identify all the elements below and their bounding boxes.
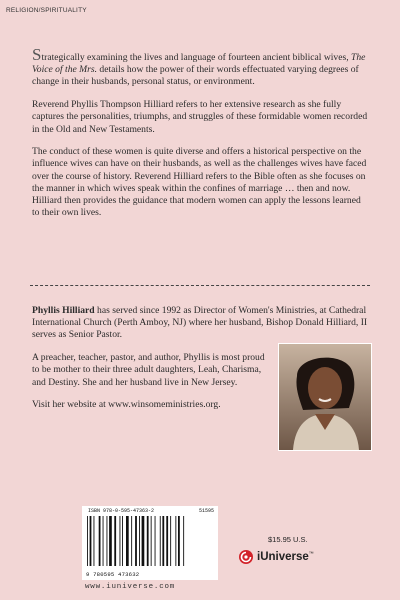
publisher-name-text: iUniverse [257,551,309,563]
author-name: Phyllis Hilliard [32,305,95,316]
category-label: RELIGION/SPIRITUALITY [6,7,87,14]
trademark-symbol: ™ [308,551,314,558]
bio-paragraph-1 [32,305,370,342]
dashed-divider [30,285,370,286]
book-title: The Voice of the Mrs. [32,52,366,76]
barcode-bars [87,516,213,566]
isbn-text: ISBN 978-0-595-47363-2 [88,508,155,514]
author-portrait-image [279,344,371,450]
barcode [82,506,218,580]
author-photo [278,343,372,451]
description-p1-end: details how the power of their words effectuated varying degrees of change in their husbands, personal status, or environment. [32,64,359,88]
publisher-name [257,551,314,563]
dropcap-letter: S [32,45,42,64]
retail-price: $15.95 U.S. [268,535,308,544]
description-paragraph-3: The conduct of these women is quite diverse and offers a historical perspective on the influence wives can have on their husbands, as well as the challenges wives have faced over the course of history. Reverend Hilliard refers to the Bible often as she focuses on the manner in which wives speak within the confines of marriage … then and now. Hilliard then provides the guidance that modern women can apply the lessons learned to their own lives. [32,146,367,219]
description-paragraph-1 [32,45,370,89]
description-p1-start: trategically examining the lives and language of fourteen ancient biblical wives, [41,52,352,63]
bio-paragraph-3: Visit her website at www.winsomeministries.org. [32,399,221,411]
description-paragraph-2: Reverend Phyllis Thompson Hilliard refers to her extensive research as she fully captures the personalities, triumphs, and struggles of these formidable women recorded in the Old and New Testaments. [32,99,368,135]
book-description [32,45,370,230]
iuniverse-swirl-icon [238,549,254,565]
bio-p1-rest: has served since 1992 as Director of Women's Ministries, at Cathedral International Church (Perth Amboy, NJ) where her husband, Bishop Donald Hilliard, II serves as Senior Pastor. [32,305,368,341]
bio-paragraph-2: A preacher, teacher, pastor, and author, Phyllis is most proud to be mother to their three adult daughters, Leah, Charisma, and Destiny. She and her husband live in New Jersey. [32,352,265,388]
barcode-digits: 9 780595 473632 [86,571,140,578]
publisher-logo [238,546,314,568]
barcode-price-code: 51595 [198,508,214,514]
publisher-website: www.iuniverse.com [85,583,176,591]
